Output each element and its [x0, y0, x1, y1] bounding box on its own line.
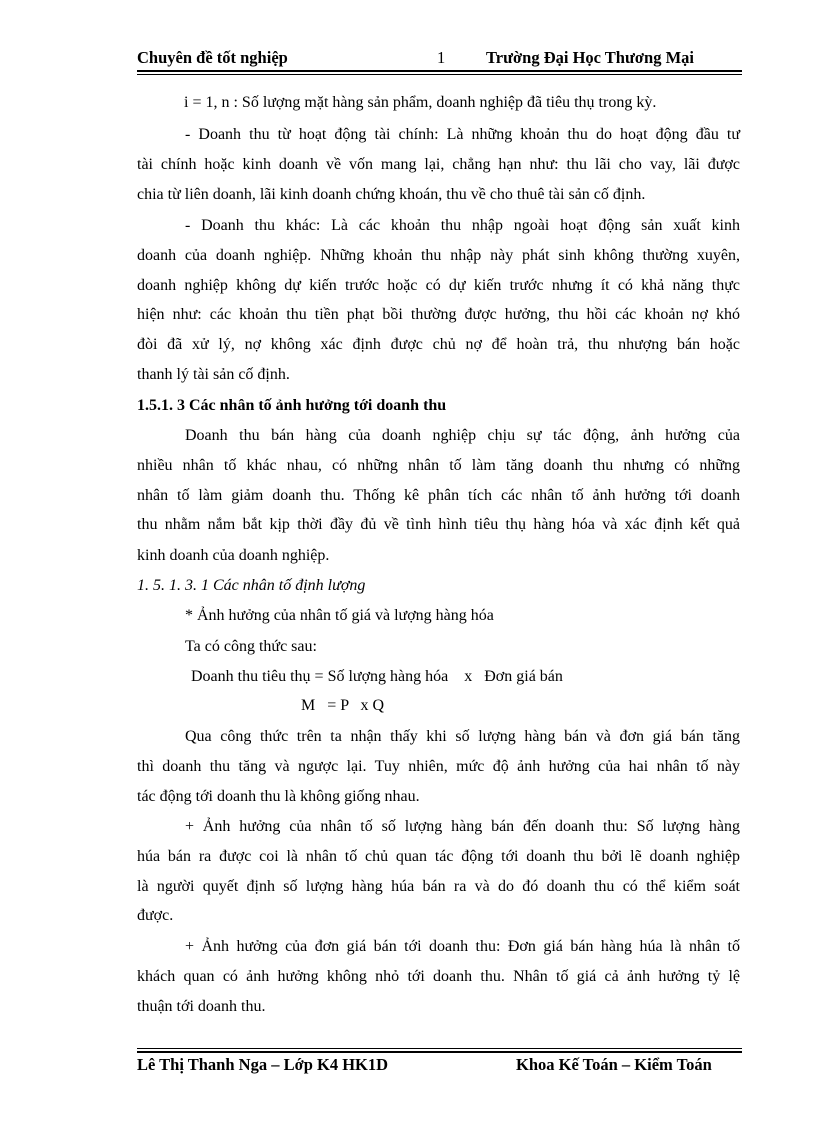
body-line: thu nhằm nắm bắt kịp thời đầy đủ về tình hình tiêu thụ hàng hóa và xác định kết quả — [137, 516, 740, 533]
body-line: nhân tố làm giảm doanh thu. Thống kê phân tích các nhân tố ảnh hưởng tới doanh — [137, 487, 740, 504]
body-line: chia từ liên doanh, lãi kinh doanh chứng khoán, thu về cho thuê tài sản cố định. — [137, 186, 646, 203]
body-line: khách quan có ảnh hưởng không nhỏ tới doanh thu. Nhân tố giá cả ảnh hưởng tỷ lệ — [137, 968, 740, 985]
section-heading: 1.5.1. 3 Các nhân tố ảnh hưởng tới doanh thu — [137, 397, 447, 414]
header-rule-thin — [137, 74, 742, 75]
footer-rule-thin — [137, 1048, 742, 1049]
body-line: là người quyết định số lượng hàng húa bán ra và do đó doanh thu có thể kiểm soát — [137, 878, 740, 895]
body-line: doanh nghiệp không dự kiến trước hoặc có dự kiến trước nhưng ít có khả năng thực — [137, 277, 740, 294]
formula-line: Doanh thu tiêu thụ = Số lượng hàng hóa x Đơn giá bán — [191, 668, 563, 685]
header-page-number: 1 — [437, 48, 446, 67]
body-line: * Ảnh hưởng của nhân tố giá và lượng hàng hóa — [185, 607, 494, 624]
body-line: được. — [137, 907, 174, 924]
body-line: hiện như: các khoản thu tiền phạt bồi thường được hưởng, thu hồi các khoản nợ khó — [137, 306, 740, 323]
body-line: Ta có công thức sau: — [185, 638, 317, 655]
body-line: nhiều nhân tố khác nhau, có những nhân tố làm tăng doanh thu nhưng có những — [137, 457, 740, 474]
body-line: - Doanh thu từ hoạt động tài chính: Là những khoản thu do hoạt động đầu tư — [185, 126, 740, 143]
body-line: i = 1, n : Số lượng mặt hàng sản phẩm, doanh nghiệp đã tiêu thụ trong kỳ. — [184, 94, 657, 111]
body-line: kinh doanh của doanh nghiệp. — [137, 547, 330, 564]
body-line: húa bán ra được coi là nhân tố chủ quan tác động tới doanh thu bởi lẽ doanh nghiệp — [137, 848, 740, 865]
body-line: thì doanh thu tăng và ngược lại. Tuy nhiên, mức độ ảnh hưởng của hai nhân tố này — [137, 758, 740, 775]
header-title-left: Chuyên đề tốt nghiệp — [137, 48, 288, 67]
body-line: thanh lý tài sản cố định. — [137, 366, 290, 383]
page-footer — [137, 1055, 742, 1077]
footer-rule-thick — [137, 1051, 742, 1053]
body-line: - Doanh thu khác: Là các khoản thu nhập ngoài hoạt động sản xuất kinh — [185, 217, 740, 234]
header-title-right: Trường Đại Học Thương Mại — [486, 48, 694, 67]
body-line: doanh của doanh nghiệp. Những khoản thu nhập này phát sinh không thường xuyên, — [137, 247, 740, 264]
body-line: tác động tới doanh thu là không giống nhau. — [137, 788, 420, 805]
footer-author: Lê Thị Thanh Nga – Lớp K4 HK1D — [137, 1055, 389, 1074]
header-rule-thick — [137, 70, 742, 72]
body-line: tài chính hoặc kinh doanh về vốn mang lại, chẳng hạn như: thu lãi cho vay, lãi được — [137, 156, 740, 173]
page-header — [137, 48, 742, 70]
body-line: Doanh thu bán hàng của doanh nghiệp chịu sự tác động, ảnh hưởng của — [185, 427, 740, 444]
body-line: Qua công thức trên ta nhận thấy khi số lượng hàng bán và đơn giá bán tăng — [185, 728, 740, 745]
subsection-heading: 1. 5. 1. 3. 1 Các nhân tố định lượng — [137, 577, 366, 594]
body-line: thuận tới doanh thu. — [137, 998, 266, 1015]
formula: M = P x Q — [301, 697, 385, 714]
footer-department: Khoa Kế Toán – Kiểm Toán — [516, 1055, 712, 1074]
body-line: + Ảnh hưởng của đơn giá bán tới doanh thu: Đơn giá bán hàng húa là nhân tố — [185, 938, 740, 955]
body-line: đòi đã xử lý, nợ không xác định được chủ nợ để hoàn trả, thu nhượng bán hoặc — [137, 336, 740, 353]
body-line: + Ảnh hưởng của nhân tố số lượng hàng bán đến doanh thu: Số lượng hàng — [185, 818, 740, 835]
